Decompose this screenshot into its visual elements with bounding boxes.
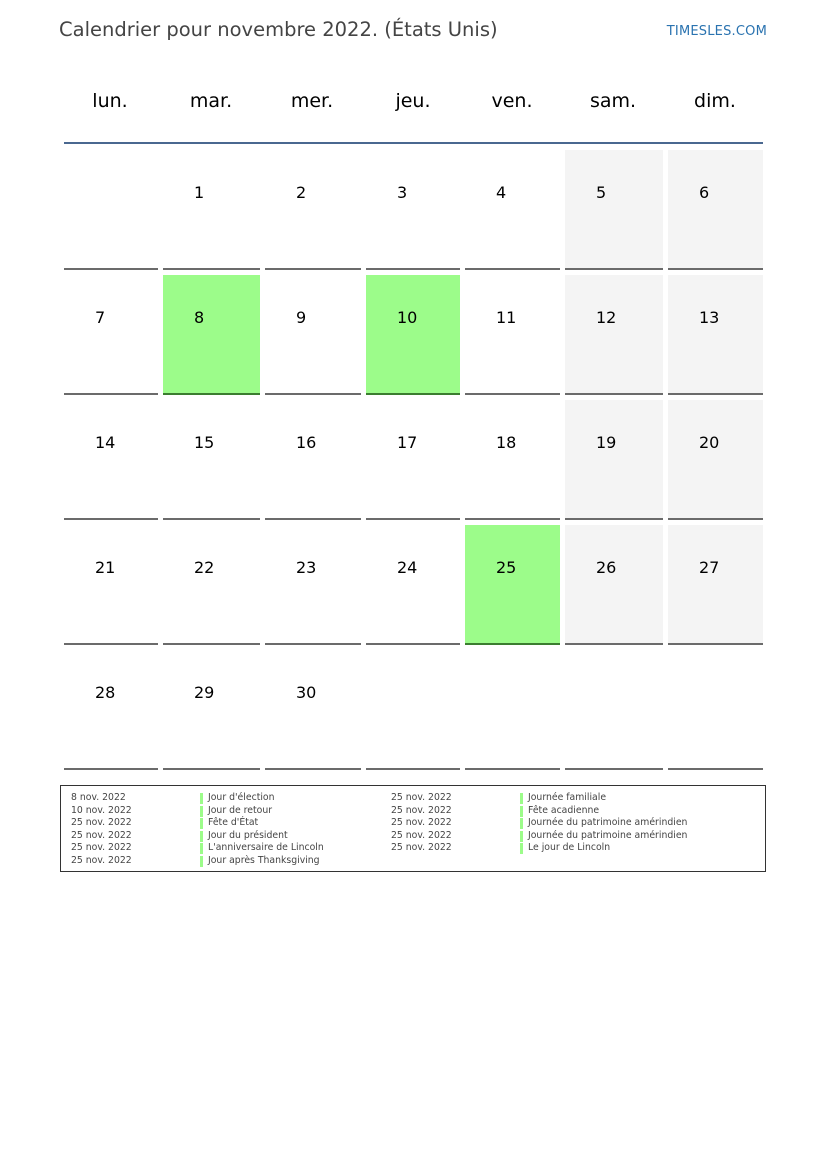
day-number: 12 xyxy=(596,308,617,327)
day-number: 11 xyxy=(496,308,517,327)
cell-underline xyxy=(265,393,361,395)
cell-underline xyxy=(465,268,560,270)
day-cell-14[interactable] xyxy=(64,400,158,520)
day-number: 27 xyxy=(699,558,720,577)
legend-color-marker xyxy=(200,806,203,817)
day-number: 21 xyxy=(95,558,116,577)
legend-date: 10 nov. 2022 xyxy=(71,804,132,816)
cell-underline xyxy=(265,268,361,270)
day-cell-11[interactable] xyxy=(465,275,560,395)
weekday-wed: mer. xyxy=(290,90,334,112)
legend-left-names xyxy=(200,792,324,867)
legend-color-marker xyxy=(520,818,523,829)
site-logo-link[interactable]: TIMESLES.COM xyxy=(666,24,767,39)
day-cell-25[interactable] xyxy=(465,525,560,645)
legend-holiday-name xyxy=(200,792,324,805)
cell-underline xyxy=(465,518,560,520)
cell-underline xyxy=(163,518,260,520)
cell-underline xyxy=(565,518,663,520)
cell-underline xyxy=(366,393,460,395)
day-number: 3 xyxy=(397,183,408,202)
empty-day-cell xyxy=(565,650,663,770)
cell-underline xyxy=(163,393,260,395)
cell-underline xyxy=(565,393,663,395)
day-number: 25 xyxy=(496,558,517,577)
day-number: 22 xyxy=(194,558,215,577)
day-number: 18 xyxy=(496,433,517,452)
day-number: 13 xyxy=(699,308,720,327)
legend-holiday-name xyxy=(200,855,324,868)
cell-underline xyxy=(366,643,460,645)
legend-date: 8 nov. 2022 xyxy=(71,792,126,803)
legend-date: 25 nov. 2022 xyxy=(71,829,132,841)
day-number: 26 xyxy=(596,558,617,577)
legend-holiday-label: Journée du patrimoine amérindien xyxy=(528,829,688,841)
cell-underline xyxy=(366,518,460,520)
day-cell-19[interactable] xyxy=(565,400,663,520)
legend-date: 25 nov. 2022 xyxy=(391,792,452,803)
empty-day-cell xyxy=(64,150,158,270)
empty-day-cell xyxy=(465,650,560,770)
legend-holiday-label: Jour de retour xyxy=(208,804,273,816)
cell-underline xyxy=(668,643,763,645)
legend-holiday-name xyxy=(200,805,324,818)
legend-date: 25 nov. 2022 xyxy=(391,804,452,816)
day-cell-4[interactable] xyxy=(465,150,560,270)
cell-underline xyxy=(64,518,158,520)
day-number: 29 xyxy=(194,683,215,702)
day-number: 28 xyxy=(95,683,116,702)
cell-underline xyxy=(163,768,260,770)
day-number: 5 xyxy=(596,183,607,202)
cell-underline xyxy=(64,393,158,395)
legend-holiday-name xyxy=(520,817,687,830)
legend-holiday-name xyxy=(200,842,324,855)
cell-underline xyxy=(565,643,663,645)
holiday-legend xyxy=(60,785,766,872)
weekday-tue: mar. xyxy=(189,90,233,112)
legend-date: 25 nov. 2022 xyxy=(71,842,132,853)
day-number: 19 xyxy=(596,433,617,452)
cell-underline xyxy=(163,268,260,270)
legend-color-marker xyxy=(520,806,523,817)
day-number: 15 xyxy=(194,433,215,452)
day-cell-29[interactable] xyxy=(163,650,260,770)
day-cell-23[interactable] xyxy=(265,525,361,645)
legend-holiday-label: Journée du patrimoine amérindien xyxy=(528,817,688,828)
cell-underline xyxy=(668,268,763,270)
page-title: Calendrier pour novembre 2022. (États Unis) xyxy=(59,18,498,41)
day-cell-22[interactable] xyxy=(163,525,260,645)
day-cell-15[interactable] xyxy=(163,400,260,520)
weekday-sat: sam. xyxy=(589,90,637,112)
cell-underline xyxy=(565,768,663,770)
day-cell-28[interactable] xyxy=(64,650,158,770)
day-number: 16 xyxy=(296,433,317,452)
day-cell-3[interactable] xyxy=(366,150,460,270)
legend-holiday-label: Journée familiale xyxy=(528,792,607,803)
empty-day-cell xyxy=(366,650,460,770)
legend-holiday-label: Jour après Thanksgiving xyxy=(208,854,320,866)
legend-holiday-name xyxy=(200,817,324,830)
legend-right-names xyxy=(520,792,687,855)
day-number: 8 xyxy=(194,308,205,327)
legend-date: 25 nov. 2022 xyxy=(391,842,452,853)
legend-right-dates xyxy=(391,792,452,855)
legend-color-marker xyxy=(200,793,203,804)
cell-underline xyxy=(668,518,763,520)
day-cell-20[interactable] xyxy=(668,400,763,520)
day-number: 6 xyxy=(699,183,710,202)
day-cell-5[interactable] xyxy=(565,150,663,270)
legend-color-marker xyxy=(200,831,203,842)
cell-underline xyxy=(465,643,560,645)
day-cell-7[interactable] xyxy=(64,275,158,395)
legend-holiday-name xyxy=(520,792,687,805)
day-cell-21[interactable] xyxy=(64,525,158,645)
cell-underline xyxy=(64,643,158,645)
weekday-mon: lun. xyxy=(92,90,128,112)
day-cell-30[interactable] xyxy=(265,650,361,770)
day-cell-27[interactable] xyxy=(668,525,763,645)
day-number: 20 xyxy=(699,433,720,452)
weekday-thu: jeu. xyxy=(395,90,431,112)
day-cell-2[interactable] xyxy=(265,150,361,270)
legend-holiday-label: Jour du président xyxy=(208,829,288,841)
weekday-fri: ven. xyxy=(491,90,533,112)
legend-holiday-name xyxy=(200,830,324,843)
day-number: 9 xyxy=(296,308,307,327)
legend-left-dates xyxy=(71,792,132,867)
cell-underline xyxy=(64,268,158,270)
day-number: 1 xyxy=(194,183,205,202)
day-cell-17[interactable] xyxy=(366,400,460,520)
legend-date: 25 nov. 2022 xyxy=(71,854,132,866)
day-cell-24[interactable] xyxy=(366,525,460,645)
legend-holiday-label: Jour d'élection xyxy=(208,792,275,803)
cell-underline xyxy=(163,643,260,645)
cell-underline xyxy=(265,518,361,520)
legend-color-marker xyxy=(520,793,523,804)
day-cell-1[interactable] xyxy=(163,150,260,270)
day-number: 17 xyxy=(397,433,418,452)
legend-date: 25 nov. 2022 xyxy=(391,817,452,828)
cell-underline xyxy=(366,268,460,270)
day-number: 14 xyxy=(95,433,116,452)
legend-color-marker xyxy=(520,843,523,854)
day-cell-13[interactable] xyxy=(668,275,763,395)
legend-date: 25 nov. 2022 xyxy=(391,829,452,841)
day-cell-9[interactable] xyxy=(265,275,361,395)
day-number: 2 xyxy=(296,183,307,202)
legend-color-marker xyxy=(520,831,523,842)
day-number: 24 xyxy=(397,558,418,577)
legend-date: 25 nov. 2022 xyxy=(71,817,132,828)
cell-underline xyxy=(265,643,361,645)
cell-underline xyxy=(465,768,560,770)
day-cell-16[interactable] xyxy=(265,400,361,520)
legend-color-marker xyxy=(200,818,203,829)
cell-underline xyxy=(265,768,361,770)
legend-holiday-label: Le jour de Lincoln xyxy=(528,842,611,853)
cell-underline xyxy=(465,393,560,395)
day-cell-18[interactable] xyxy=(465,400,560,520)
day-cell-6[interactable] xyxy=(668,150,763,270)
weekday-sun: dim. xyxy=(694,90,736,112)
day-cell-12[interactable] xyxy=(565,275,663,395)
empty-day-cell xyxy=(668,650,763,770)
cell-underline xyxy=(668,393,763,395)
legend-color-marker xyxy=(200,856,203,867)
legend-holiday-label: L'anniversaire de Lincoln xyxy=(208,842,324,853)
legend-holiday-name xyxy=(520,830,687,843)
legend-holiday-label: Fête d'État xyxy=(208,817,259,828)
legend-holiday-name xyxy=(520,805,687,818)
day-number: 10 xyxy=(397,308,418,327)
day-number: 7 xyxy=(95,308,106,327)
day-cell-10[interactable] xyxy=(366,275,460,395)
day-cell-8[interactable] xyxy=(163,275,260,395)
cell-underline xyxy=(366,768,460,770)
legend-holiday-label: Fête acadienne xyxy=(528,804,600,816)
day-cell-26[interactable] xyxy=(565,525,663,645)
day-number: 4 xyxy=(496,183,507,202)
cell-underline xyxy=(64,768,158,770)
day-number: 30 xyxy=(296,683,317,702)
cell-underline xyxy=(565,268,663,270)
cell-underline xyxy=(668,768,763,770)
legend-holiday-name xyxy=(520,842,687,855)
day-number: 23 xyxy=(296,558,317,577)
legend-color-marker xyxy=(200,843,203,854)
